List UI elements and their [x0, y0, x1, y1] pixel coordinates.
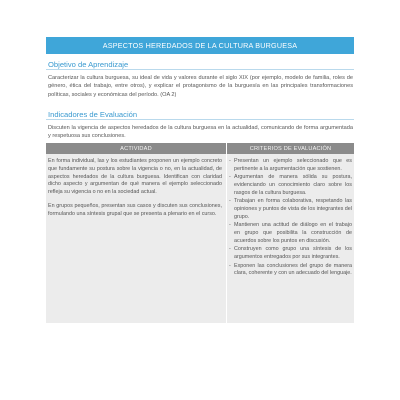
- actividad-paragraph: En forma individual, las y los estudiantes proponen un ejemplo concreto que fundamente su postura sobre la vigencia o no, en la actualidad, de aspectos heredados de la cultura burguesa. Identifican con claridad dicho aspecto y argumentan de qué manera el ejemplo seleccionado refleja su vigencia o no en la sociedad actual.: [48, 158, 222, 196]
- indicadores-text: Discuten la vigencia de aspectos heredados de la cultura burguesa en la actualidad, comunicando de forma argumentada y respetuosa sus conclusiones.: [48, 125, 353, 140]
- criterio-item: - Presentan un ejemplo seleccionado que es pertinente a la argumentación que sostienen.: [229, 158, 352, 173]
- activity-table: [46, 143, 354, 323]
- actividad-column-header: [46, 143, 226, 154]
- criterio-item: - Construyen como grupo una síntesis de los argumentos entregados por sus integrantes.: [229, 246, 352, 261]
- criterios-column-header: [227, 143, 354, 154]
- criterio-item: - Mantienen una actitud de diálogo en el trabajo en grupo que posibilita la construcción de acuerdos sobre los puntos en discusión.: [229, 222, 352, 245]
- objetivo-divider: [46, 69, 354, 70]
- criterios-header-label: CRITERIOS DE EVALUACIÓN: [249, 145, 332, 152]
- actividad-cell: [48, 158, 222, 225]
- objetivo-heading: Objetivo de Aprendizaje: [48, 60, 129, 69]
- criterio-item: - Trabajan en forma colaborativa, respetando las opiniones y puntos de vista de los integrantes del grupo.: [229, 198, 352, 221]
- actividad-header-label: ACTIVIDAD: [120, 145, 152, 152]
- criterio-item: - Exponen las conclusiones del grupo de manera clara, coherente y con un adecuado del lenguaje.: [229, 263, 352, 278]
- criterios-list: [229, 158, 352, 279]
- indicadores-divider: [46, 119, 354, 120]
- section-title: ASPECTOS HEREDADOS DE LA CULTURA BURGUESA: [102, 41, 298, 50]
- indicadores-heading: Indicadores de Evaluación: [48, 110, 138, 119]
- section-banner: [46, 37, 354, 54]
- objetivo-text: Caracterizar la cultura burguesa, su ideal de vida y valores durante el siglo XIX (por ejemplo, modelo de familia, roles de género, ética del trabajo, entre otros), y explicar el protagonismo de la burguesía en las principales transformaciones políticas, sociales y económicas del período. (OA 2): [48, 75, 353, 98]
- criterio-item: - Argumentan de manera sólida su postura, evidenciando un conocimiento claro sobre los rasgos de la cultura burguesa.: [229, 174, 352, 197]
- column-divider: [226, 143, 227, 323]
- actividad-paragraph: En grupos pequeños, presentan sus casos y discuten sus conclusiones, formulando una síntesis grupal que se presenta a plenario en el curso.: [48, 202, 222, 217]
